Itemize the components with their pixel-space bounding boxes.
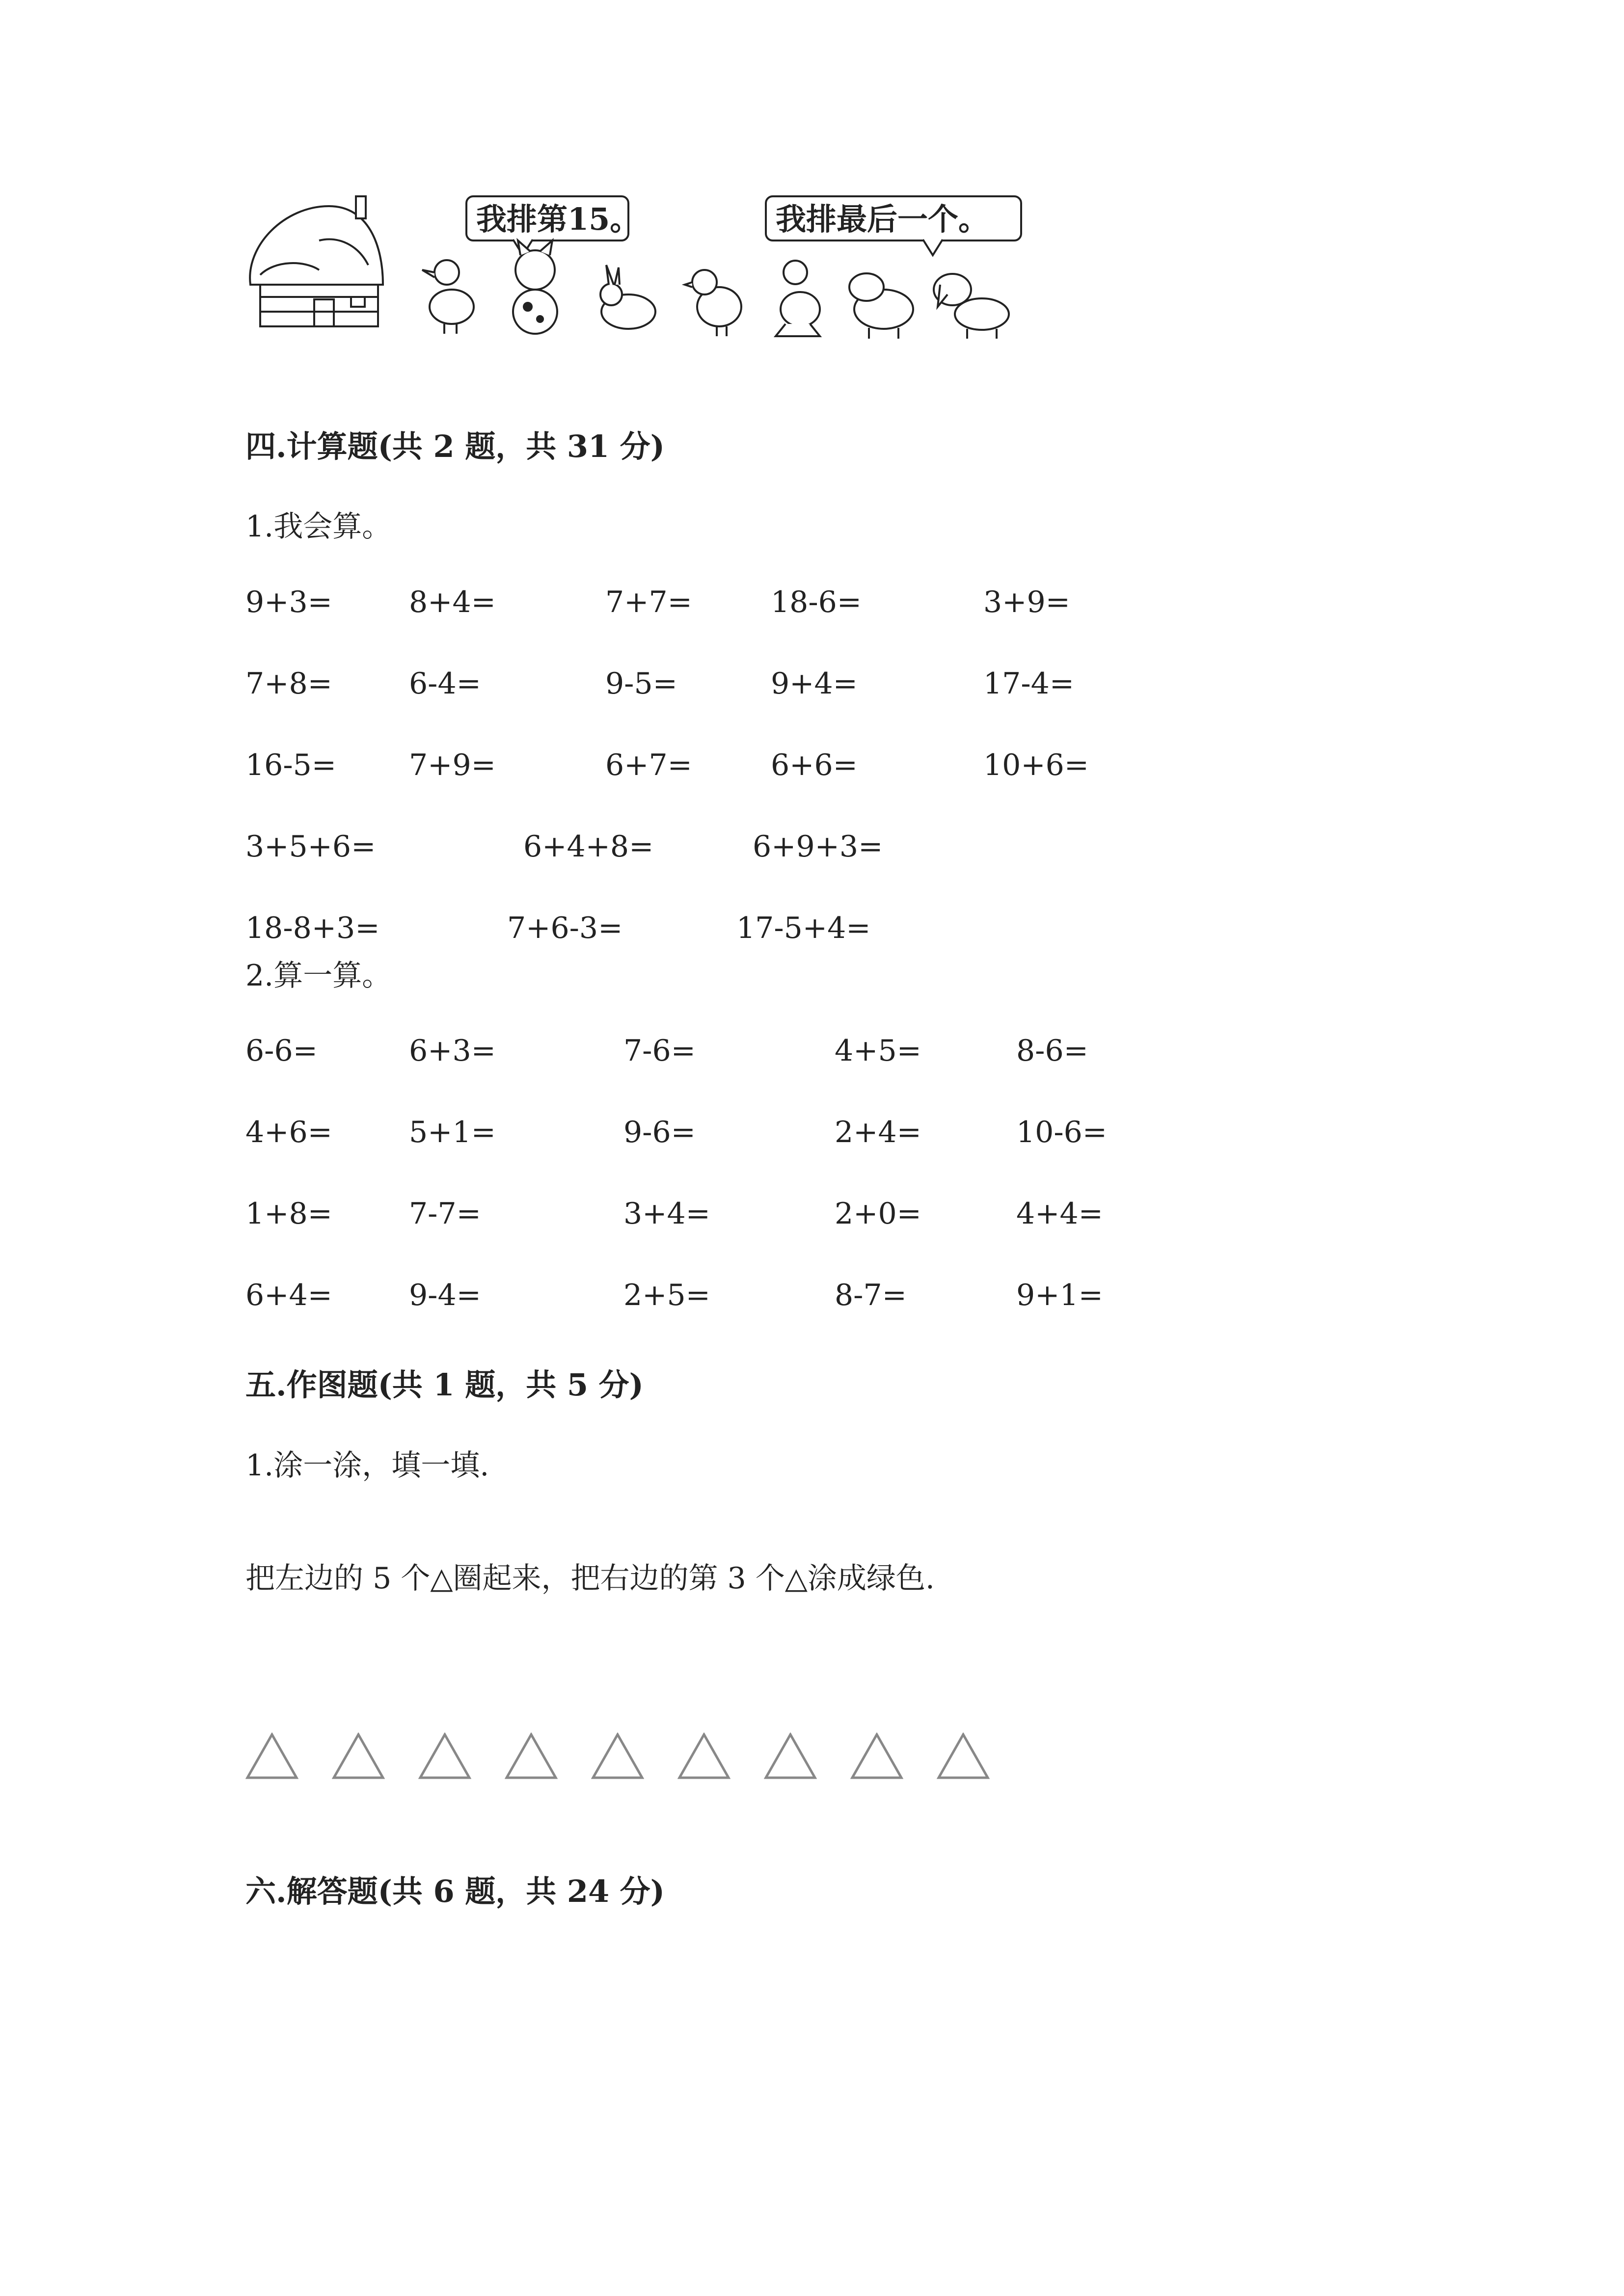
problem: 7-6= — [623, 1034, 696, 1068]
problem: 2+4= — [835, 1115, 921, 1149]
bubble-right-text: 我排最后一个。 — [776, 201, 989, 237]
triangle-icon[interactable] — [591, 1733, 644, 1780]
problem: 6-4= — [409, 667, 481, 701]
problem: 10-6= — [1016, 1115, 1108, 1149]
triangle-icon[interactable] — [850, 1733, 903, 1780]
triangle-icon[interactable] — [937, 1733, 990, 1780]
problem: 5+1= — [409, 1115, 496, 1149]
problem: 4+5= — [835, 1034, 921, 1068]
duck-icon — [422, 260, 474, 334]
problem: 6+4= — [245, 1278, 332, 1312]
problem: 10+6= — [983, 748, 1089, 782]
cat-icon — [513, 240, 557, 334]
problem: 9+1= — [1016, 1278, 1103, 1312]
house-icon — [250, 196, 383, 326]
sheep-icon — [849, 273, 913, 339]
drawing-instruction: 把左边的 5 个△圈起来，把右边的第 3 个△涂成绿色. — [245, 1561, 935, 1596]
question-2-title: 2.算一算。 — [245, 959, 392, 993]
problem: 6-6= — [245, 1034, 318, 1068]
section-6-heading: 六.解答题(共 6 题，共 24 分) — [245, 1873, 665, 1909]
problem: 9+4= — [771, 667, 858, 701]
triangle-icon[interactable] — [418, 1733, 471, 1780]
problem: 1+8= — [245, 1197, 332, 1231]
triangle-icon[interactable] — [764, 1733, 817, 1780]
problem: 16-5= — [245, 748, 337, 782]
rabbit-icon — [600, 265, 655, 329]
problem: 18-6= — [771, 585, 862, 619]
problem: 9-4= — [409, 1278, 481, 1312]
triangle-icon[interactable] — [505, 1733, 558, 1780]
question-1-title: 1.我会算。 — [245, 509, 392, 544]
problem: 8-7= — [835, 1278, 907, 1312]
duck-2-icon — [776, 261, 820, 336]
problem: 7+9= — [409, 748, 496, 782]
triangle-icon[interactable] — [332, 1733, 385, 1780]
problem: 2+0= — [835, 1197, 921, 1231]
drawing-question-title: 1.涂一涂，填一填. — [245, 1448, 489, 1483]
problem: 6+6= — [771, 748, 858, 782]
problem: 6+4+8= — [523, 829, 654, 864]
problem: 6+3= — [409, 1034, 496, 1068]
problem: 8-6= — [1016, 1034, 1088, 1068]
section-4-heading: 四.计算题(共 2 题，共 31 分) — [245, 428, 665, 464]
problem: 9+3= — [245, 585, 332, 619]
queue-illustration — [245, 187, 1031, 348]
problem: 17-4= — [983, 667, 1075, 701]
problem: 6+9+3= — [753, 829, 883, 864]
problem: 6+7= — [605, 748, 692, 782]
problem: 4+4= — [1016, 1197, 1103, 1231]
problem: 3+9= — [983, 585, 1070, 619]
problem: 8+4= — [409, 585, 496, 619]
speech-bubble-right — [766, 196, 1021, 255]
problem: 9-5= — [605, 667, 677, 701]
problem: 4+6= — [245, 1115, 332, 1149]
problem: 2+5= — [623, 1278, 710, 1312]
dog-icon — [934, 274, 1009, 339]
problem: 7+6-3= — [507, 911, 623, 945]
problem: 7+8= — [245, 667, 332, 701]
triangle-icon[interactable] — [245, 1733, 298, 1780]
problem: 3+4= — [623, 1197, 710, 1231]
problem: 9-6= — [623, 1115, 696, 1149]
problem: 7-7= — [409, 1197, 481, 1231]
bubble-left-text: 我排第15。 — [476, 201, 641, 237]
chick-icon — [685, 270, 741, 336]
problem: 3+5+6= — [245, 829, 376, 864]
triangle-icon[interactable] — [677, 1733, 731, 1780]
problem: 17-5+4= — [736, 911, 871, 945]
speech-bubble-left — [466, 196, 640, 255]
problem: 18-8+3= — [245, 911, 380, 945]
problem: 7+7= — [605, 585, 692, 619]
section-5-heading: 五.作图题(共 1 题，共 5 分) — [245, 1367, 644, 1403]
